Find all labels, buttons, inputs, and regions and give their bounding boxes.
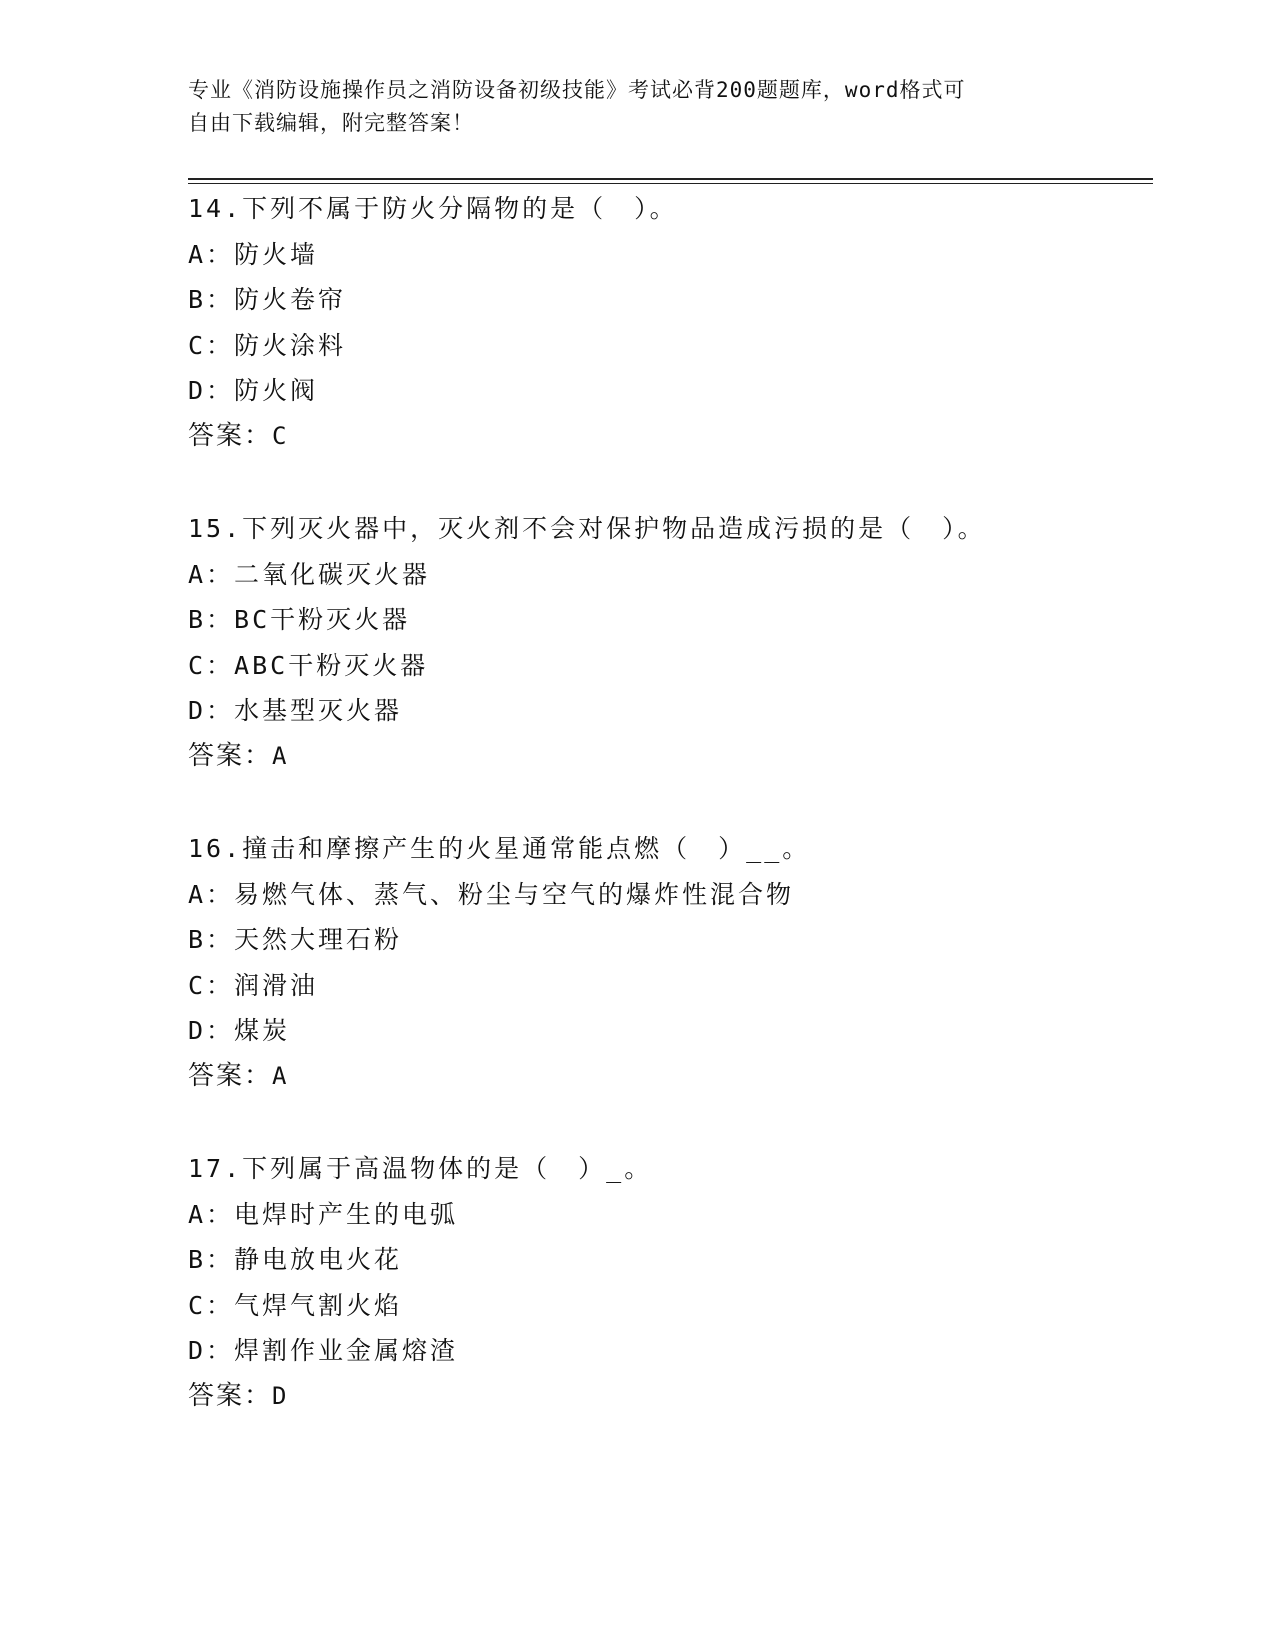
question-14 bbox=[188, 186, 1188, 460]
question-17 bbox=[188, 1146, 1188, 1420]
answer-value: A bbox=[272, 1061, 289, 1090]
option-a: A：二氧化碳灭火器 bbox=[188, 559, 431, 589]
question-16 bbox=[188, 826, 1188, 1100]
header-divider bbox=[188, 178, 1153, 184]
answer-line bbox=[188, 1374, 1188, 1420]
option-b: B：BC干粉灭火器 bbox=[188, 605, 411, 635]
answer-value: D bbox=[272, 1381, 289, 1410]
answer-value: C bbox=[272, 421, 289, 450]
answer-label: 答案： bbox=[188, 1060, 273, 1091]
answer-value: A bbox=[272, 741, 289, 770]
option-b: B：静电放电火花 bbox=[188, 1245, 403, 1275]
answer-line bbox=[188, 734, 1188, 780]
option-b: B：天然大理石粉 bbox=[188, 925, 403, 955]
answer-line bbox=[188, 1054, 1188, 1100]
question-stem: 16.撞击和摩擦产生的火星通常能点燃（ ）__。 bbox=[188, 834, 811, 863]
question-15 bbox=[188, 506, 1188, 780]
option-c: C：防火涂料 bbox=[188, 330, 347, 360]
option-a: A：防火墙 bbox=[188, 239, 319, 269]
question-stem: 17.下列属于高温物体的是（ ）_。 bbox=[188, 1154, 653, 1183]
option-d: D：水基型灭火器 bbox=[188, 696, 403, 726]
option-a: A：电焊时产生的电弧 bbox=[188, 1199, 459, 1229]
option-c: C：ABC干粉灭火器 bbox=[188, 650, 429, 680]
answer-line bbox=[188, 414, 1188, 460]
option-d: D：焊割作业金属熔渣 bbox=[188, 1336, 459, 1366]
question-stem: 15.下列灭火器中，灭火剂不会对保护物品造成污损的是（ ）。 bbox=[188, 514, 986, 543]
option-d: D：煤炭 bbox=[188, 1016, 291, 1046]
answer-label: 答案： bbox=[188, 1380, 273, 1411]
header-line-1: 专业《消防设施操作员之消防设备初级技能》考试必背200题题库，word格式可 bbox=[188, 78, 966, 102]
header-line-2: 自由下载编辑，附完整答案！ bbox=[188, 111, 474, 135]
option-c: C：气焊气割火焰 bbox=[188, 1290, 403, 1320]
question-stem: 14.下列不属于防火分隔物的是（ ）。 bbox=[188, 194, 678, 223]
option-b: B：防火卷帘 bbox=[188, 285, 347, 315]
document-header bbox=[188, 74, 1088, 140]
option-a: A：易燃气体、蒸气、粉尘与空气的爆炸性混合物 bbox=[188, 879, 795, 909]
answer-label: 答案： bbox=[188, 420, 273, 451]
option-c: C：润滑油 bbox=[188, 970, 319, 1000]
option-d: D：防火阀 bbox=[188, 376, 319, 406]
answer-label: 答案： bbox=[188, 740, 273, 771]
